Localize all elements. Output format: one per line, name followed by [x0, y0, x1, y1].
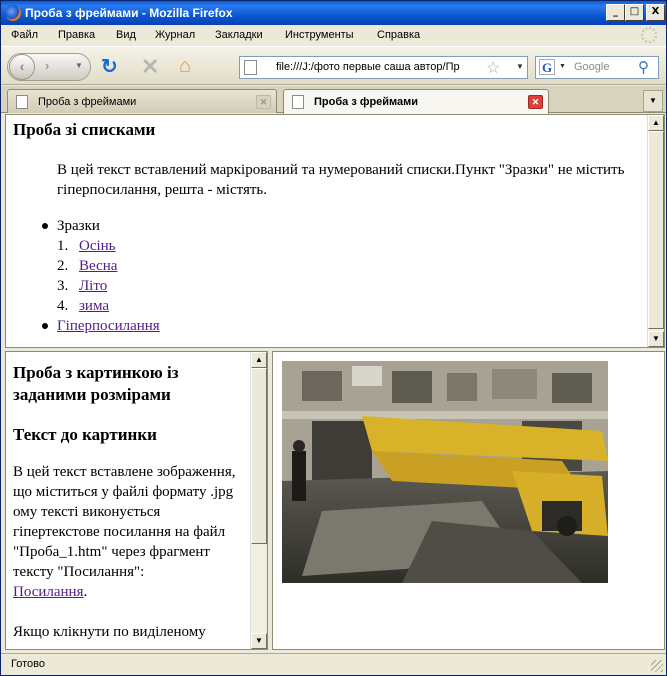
maximize-button[interactable]: □	[625, 4, 644, 21]
top-frame-heading: Проба зі списками	[13, 120, 156, 139]
history-dropdown-icon[interactable]: ▼	[75, 61, 83, 70]
link-winter[interactable]: зима	[79, 298, 109, 314]
list-item	[57, 256, 634, 276]
tab-label: Проба з фреймами	[314, 96, 419, 108]
search-icon[interactable]: ⚲	[638, 59, 649, 76]
address-input[interactable]: file:///J:/фото первые саша автор/Пр	[276, 61, 460, 73]
left-frame-paragraph	[13, 462, 245, 602]
search-input[interactable]: Google	[574, 61, 610, 73]
menu-history[interactable]: Журнал	[155, 29, 196, 41]
page-icon	[244, 60, 257, 75]
activity-throbber-icon	[641, 27, 657, 43]
left-frame-scrollbar[interactable]	[250, 352, 267, 649]
list-number: 4.	[57, 298, 69, 314]
window-title: Проба з фреймами - Mozilla Firefox	[25, 6, 233, 20]
left-frame-content	[13, 356, 245, 642]
close-button[interactable]: X	[646, 4, 665, 21]
tab-2-active[interactable]	[283, 89, 549, 114]
bullet-icon	[42, 223, 48, 229]
bookmark-star-icon[interactable]: ☆	[486, 60, 501, 77]
top-frame-paragraph: В цей текст вставлений маркірований та нумерований списки.Пункт "Зразки" не містить гіперпосилання, решта - містять.	[57, 162, 625, 198]
menu-bookmarks[interactable]: Закладки	[215, 29, 263, 41]
bullet-list	[57, 216, 634, 336]
minimize-button[interactable]: _	[606, 4, 625, 21]
tab-label: Проба з фреймами	[38, 96, 137, 108]
construction-photo[interactable]	[282, 361, 608, 583]
period-text: .	[83, 584, 88, 600]
resize-grip-icon[interactable]	[651, 660, 663, 672]
list-item	[57, 316, 634, 336]
tab-1[interactable]	[7, 89, 277, 113]
google-engine-icon[interactable]: G	[539, 59, 555, 75]
list-item	[57, 276, 634, 296]
menu-file[interactable]: Файл	[11, 29, 39, 41]
menu-tools[interactable]: Инструменты	[285, 29, 354, 41]
link-autumn[interactable]: Осінь	[79, 238, 116, 254]
photo-excavator-image	[282, 361, 608, 583]
home-icon[interactable]: ⌂	[179, 55, 192, 77]
tab-close-icon[interactable]: ✕	[528, 95, 543, 109]
link-summer[interactable]: Літо	[79, 278, 108, 294]
left-frame-subheading: Текст до картинки	[13, 425, 157, 444]
numbered-list	[57, 236, 634, 316]
status-text: Готово	[11, 658, 45, 670]
firefox-logo-icon	[5, 5, 21, 21]
forward-button[interactable]: ›	[45, 58, 50, 73]
scroll-down-icon[interactable]: ▼	[648, 331, 664, 347]
page-icon	[16, 95, 28, 109]
stop-icon[interactable]: ✕	[141, 54, 160, 79]
top-frame-scrollbar[interactable]	[647, 115, 664, 347]
address-bar[interactable]	[239, 56, 528, 79]
left-frame	[5, 351, 268, 650]
list-number: 3.	[57, 278, 69, 294]
back-button[interactable]: ‹	[9, 54, 35, 80]
left-frame-cutoff-text: Якщо клікнути по виділеному	[13, 624, 206, 640]
bullet-icon	[42, 323, 48, 329]
left-frame-heading: Проба з картинкою із заданими розмірами	[13, 363, 179, 404]
list-item	[57, 236, 634, 256]
link-spring[interactable]: Весна	[79, 258, 118, 274]
list-item	[57, 216, 634, 316]
list-item-label: Зразки	[57, 218, 100, 234]
menu-help[interactable]: Справка	[377, 29, 421, 41]
title-bar	[1, 1, 666, 25]
tab-list-dropdown-icon[interactable]: ▼	[643, 90, 663, 112]
scroll-up-icon[interactable]: ▲	[251, 352, 267, 368]
right-frame	[272, 351, 665, 650]
menu-edit[interactable]: Правка	[58, 29, 96, 41]
list-number: 2.	[57, 258, 69, 274]
search-bar[interactable]	[535, 56, 659, 79]
tab-close-icon[interactable]: ✕	[256, 95, 271, 109]
reload-icon[interactable]: ↻	[101, 56, 118, 78]
top-frame	[5, 114, 665, 348]
menu-bar	[1, 25, 666, 46]
top-frame-content	[13, 119, 634, 336]
link-hyperlinks[interactable]: Гіперпосилання	[57, 318, 160, 334]
scroll-up-icon[interactable]: ▲	[648, 115, 664, 131]
paragraph-text: В цей текст вставлене зображення, що міститься у файлі формату .jpg ому тексті виконується гіпертекстове посилання на файл "Проба_1.htm" через фрагмент тексту "Посилання":	[13, 464, 236, 580]
list-number: 1.	[57, 238, 69, 254]
scroll-thumb[interactable]	[251, 368, 267, 544]
scroll-down-icon[interactable]: ▼	[251, 633, 267, 649]
link-posylannia[interactable]: Посилання	[13, 584, 84, 600]
status-bar	[1, 653, 666, 675]
scroll-thumb[interactable]	[648, 131, 664, 329]
engine-dropdown-icon[interactable]: ▼	[559, 63, 566, 70]
tab-bar	[1, 86, 666, 113]
list-item	[57, 296, 634, 316]
address-dropdown-icon[interactable]: ▼	[516, 62, 524, 71]
menu-view[interactable]: Вид	[116, 29, 136, 41]
navigation-toolbar	[1, 46, 666, 85]
page-icon	[292, 95, 304, 109]
